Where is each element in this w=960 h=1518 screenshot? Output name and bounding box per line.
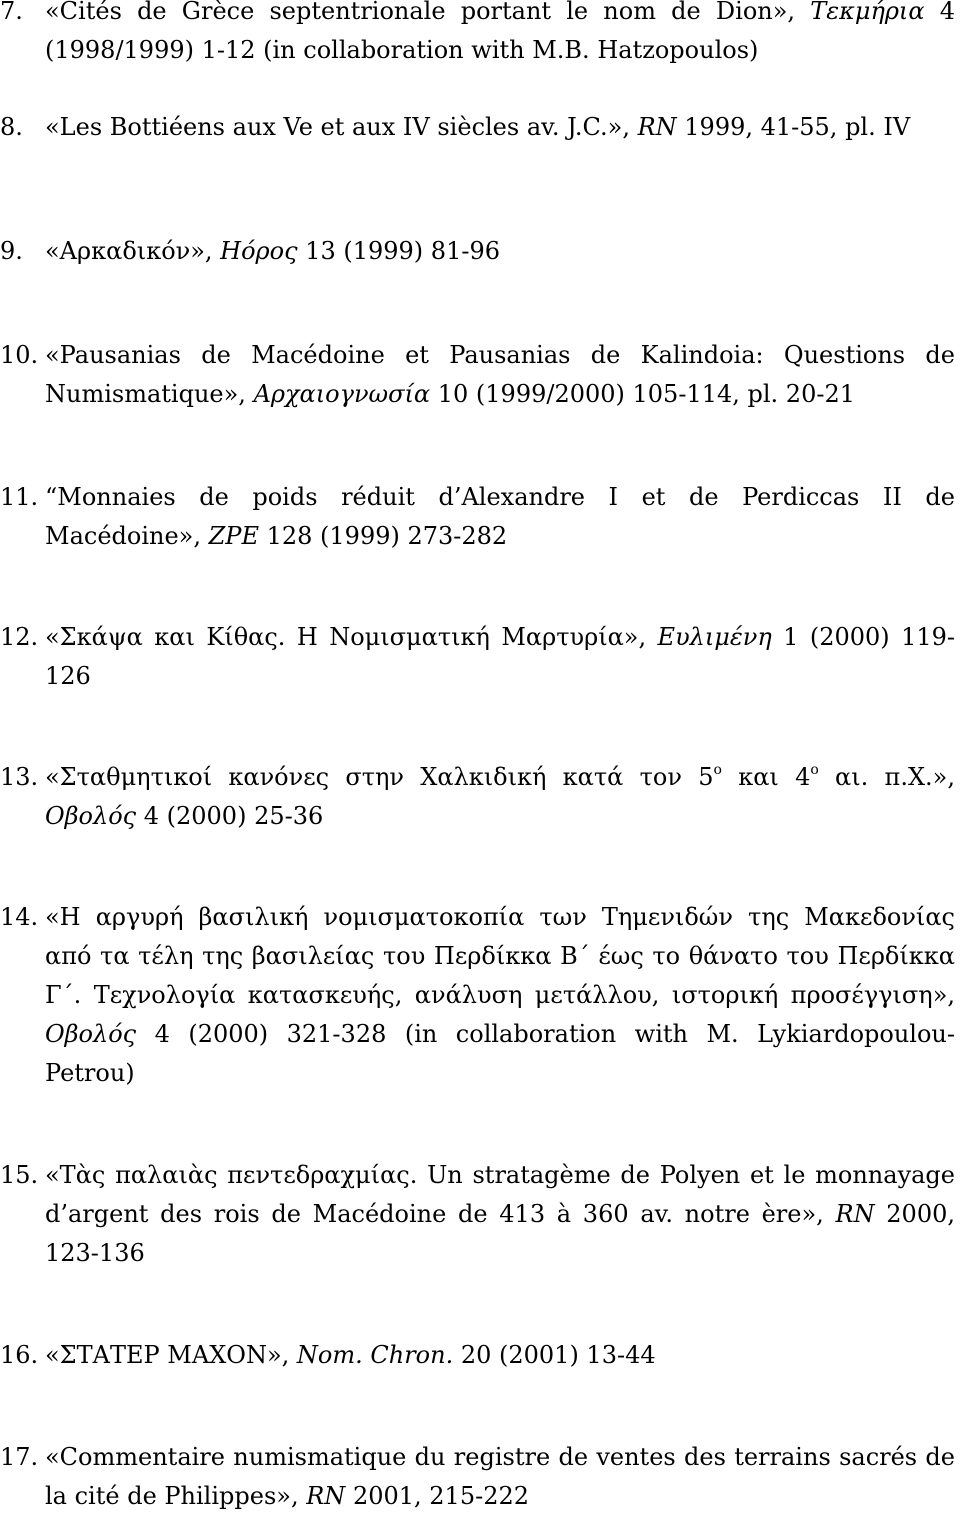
entry-text: «Les Bottiéens aux Ve et aux IV siècles av. J.C.», (45, 113, 638, 141)
bibliography-entry-12 (0, 618, 955, 696)
entry-citation: 4 (1998/1999) 1-12 (in collaboration with M.B. Hatzopoulos) (45, 0, 955, 64)
bibliography-entry-7 (0, 0, 955, 70)
entry-number: 9. (0, 237, 23, 265)
journal-title: Hόρος (220, 237, 298, 265)
entry-text: «Cités de Grèce septentrionale portant le nom de Dion», (45, 0, 811, 25)
journal-title: Οβολός (45, 802, 137, 830)
superscript-ordinal: ο (713, 762, 722, 778)
entry-text-continued: και 4 (721, 763, 811, 791)
entry-text: «Commentaire numismatique du registre de ventes des terrains sacrés de la cité de Philippes», (45, 1443, 955, 1510)
entry-number: 7. (0, 0, 23, 25)
journal-title: Ευλιμένη (657, 623, 772, 651)
entry-citation: 2000, 123-136 (45, 1200, 955, 1267)
journal-title: ZPE (208, 522, 259, 550)
entry-citation: 4 (2000) 25-36 (136, 802, 324, 830)
entry-text: «Pausanias de Macédoine et Pausanias de Kalindoia: Questions de Numismatique», (45, 341, 955, 408)
bibliography-entry-9 (0, 232, 955, 271)
entry-text-continued: αι. π.Χ.», (818, 763, 955, 791)
entry-text: «Σταθμητικοί κανόνες στην Χαλκιδική κατά τον 5 (45, 763, 714, 791)
entry-number: 14. (0, 903, 39, 931)
bibliography-entry-11 (0, 478, 955, 556)
bibliography-entry-10 (0, 336, 955, 414)
entry-number: 10. (0, 341, 39, 369)
entry-citation: 13 (1999) 81-96 (297, 237, 500, 265)
entry-number: 12. (0, 623, 39, 651)
bibliography-entry-14 (0, 898, 955, 1093)
entry-citation: 2001, 215-222 (345, 1482, 530, 1510)
entry-citation: 4 (2000) 321-328 (in collaboration with M. Lykiardopoulou-Petrou) (45, 1020, 955, 1087)
entry-citation: 1999, 41-55, pl. IV (676, 113, 911, 141)
entry-number: 8. (0, 113, 23, 141)
entry-number: 11. (0, 483, 39, 511)
entry-text: «Η αργυρή βασιλική νομισματοκοπία των Τημενιδών της Μακεδονίας από τα τέλη της βασιλείας του Περδίκκα Β΄ έως το θάνατο του Περδίκκα Γ΄. Τεχνολογία κατασκευής, ανάλυση μετάλλου, ιστορική προσέγγιση», (45, 903, 955, 1009)
bibliography-entry-13 (0, 758, 955, 836)
journal-title: Αρχαιογνωσία (253, 380, 431, 408)
entry-number: 16. (0, 1341, 39, 1369)
entry-citation: 10 (1999/2000) 105-114, pl. 20-21 (430, 380, 855, 408)
entry-text: «ΣΤΑΤΕΡ ΜΑΧΟΝ», (45, 1341, 297, 1369)
entry-text: «Αρκαδικόν», (45, 237, 221, 265)
entry-text: «Σκάψα και Κίθας. Η Νομισματική Μαρτυρία», (45, 623, 658, 651)
superscript-ordinal: ο (810, 762, 819, 778)
entry-number: 15. (0, 1161, 39, 1189)
journal-title: Τεκμήρια (810, 0, 925, 25)
journal-title: Nom. Chron. (296, 1341, 454, 1369)
entry-text: “Monnaies de poids réduit d’Alexandre I et de Perdiccas II de Macédoine», (45, 483, 955, 550)
journal-title: Οβολός (45, 1020, 137, 1048)
bibliography-entry-8 (0, 108, 955, 147)
entry-text: «Τὰς παλαιὰς πεντεδραχμίας. Un stratagème de Polyen et le monnayage d’argent des rois de Macédoine de 413 à 360 av. notre ère», (45, 1161, 955, 1228)
entry-citation: 20 (2001) 13-44 (453, 1341, 656, 1369)
journal-title: RN (306, 1482, 346, 1510)
entry-citation: 128 (1999) 273-282 (258, 522, 508, 550)
entry-citation: 1 (2000) 119-126 (45, 623, 955, 690)
entry-number: 13. (0, 763, 39, 791)
bibliography-entry-15 (0, 1156, 955, 1273)
bibliography-entry-16 (0, 1336, 955, 1375)
entry-number: 17. (0, 1443, 39, 1471)
journal-title: RN (637, 113, 677, 141)
journal-title: RN (835, 1200, 875, 1228)
bibliography-entry-17 (0, 1438, 955, 1516)
